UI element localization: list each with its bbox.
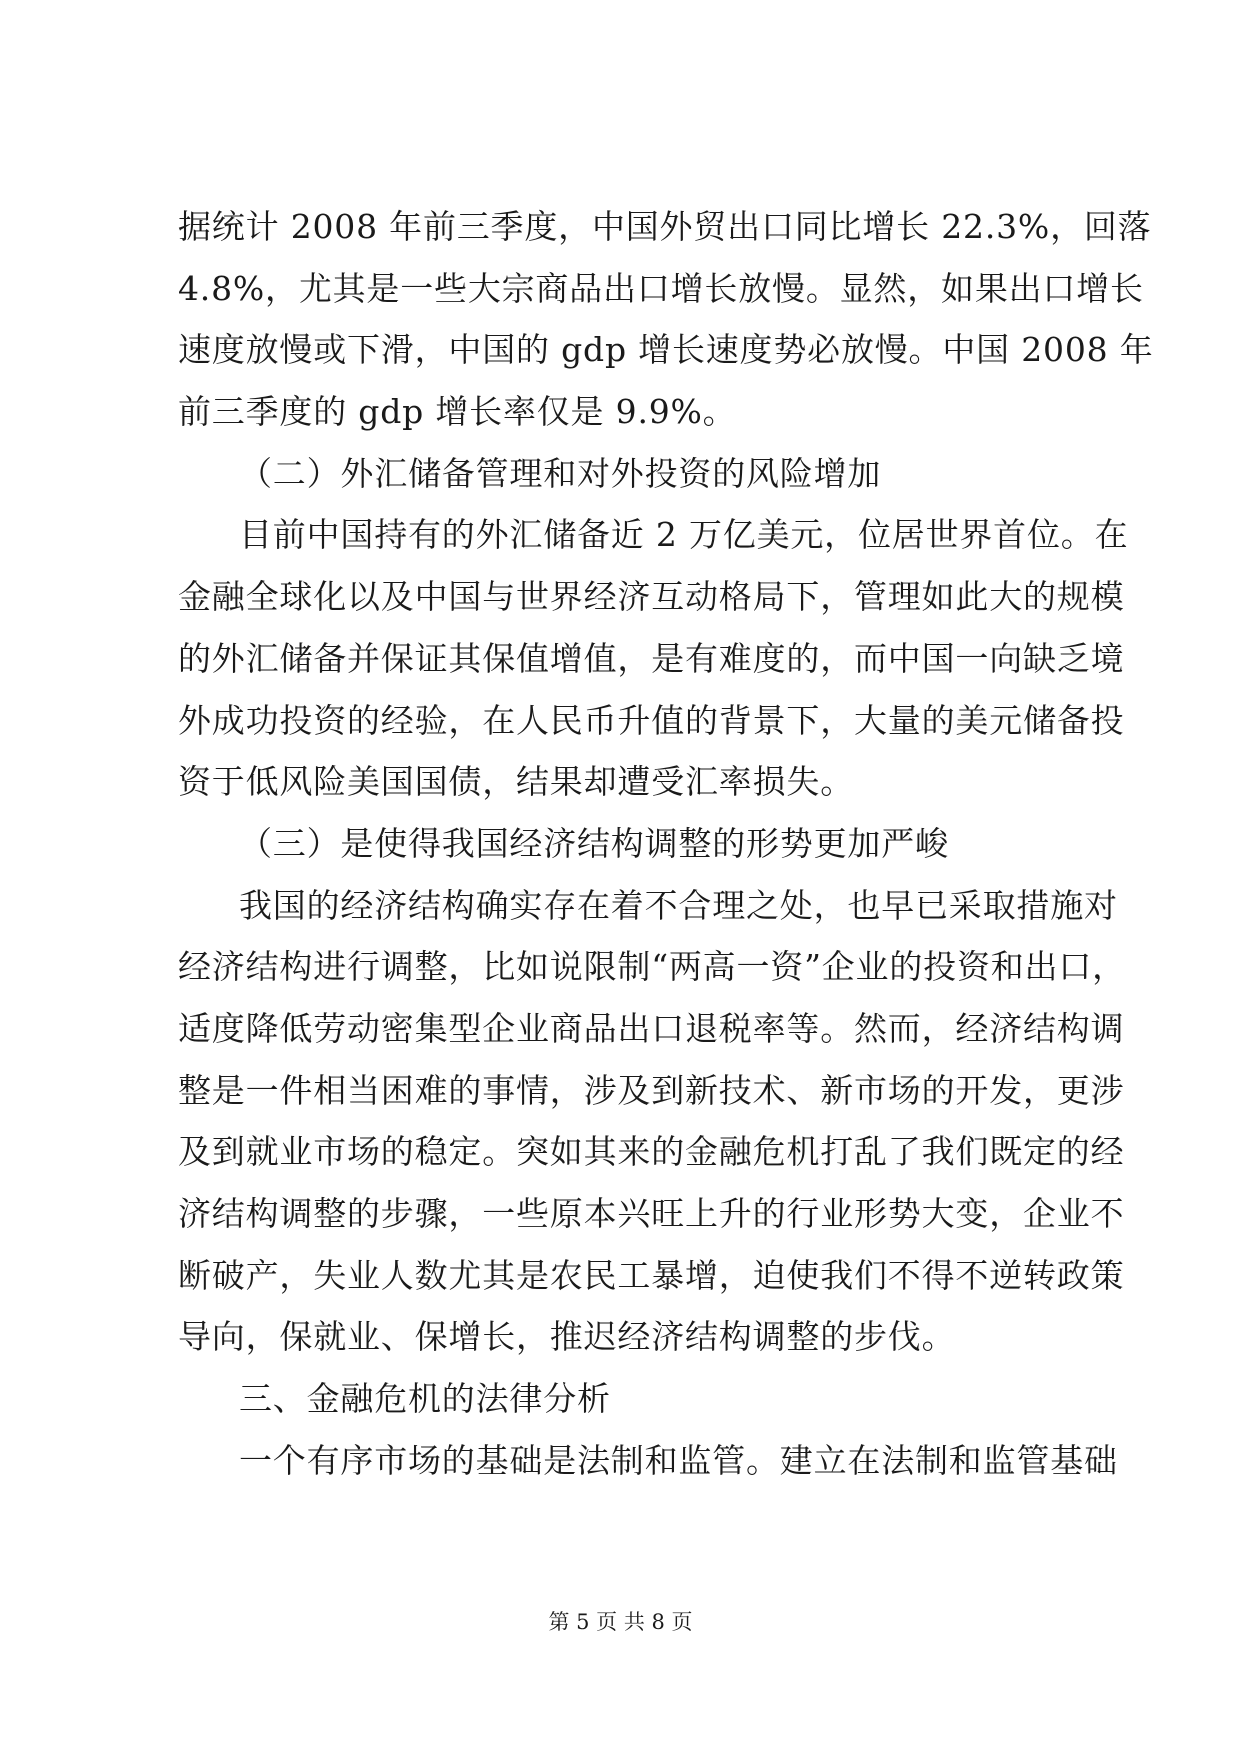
text-line: 适度降低劳动密集型企业商品出口退税率等。然而，经济结构调 <box>178 1008 1125 1048</box>
text-line: 4.8%，尤其是一些大宗商品出口增长放慢。显然，如果出口增长 <box>178 268 1144 308</box>
text-line: 经济结构进行调整，比如说限制“两高一资”企业的投资和出口， <box>178 947 1126 987</box>
text-line: 金融全球化以及中国与世界经济互动格局下，管理如此大的规模 <box>178 577 1125 617</box>
text-line: 的外汇储备并保证其保值增值，是有难度的，而中国一向缺乏境 <box>178 638 1125 678</box>
text-line: 整是一件相当困难的事情，涉及到新技术、新市场的开发，更涉 <box>178 1070 1125 1110</box>
text-line: 外成功投资的经验，在人民币升值的背景下，大量的美元储备投 <box>178 700 1125 740</box>
text-line: 我国的经济结构确实存在着不合理之处，也早已采取措施对 <box>239 885 1118 925</box>
text-line: 及到就业市场的稳定。突如其来的金融危机打乱了我们既定的经 <box>178 1132 1125 1172</box>
text-line: 济结构调整的步骤，一些原本兴旺上升的行业形势大变，企业不 <box>178 1194 1125 1233</box>
text-line: 据统计 2008 年前三季度，中国外贸出口同比增长 22.3%，回落 <box>178 207 1152 246</box>
body-text <box>178 196 1154 1491</box>
section-heading: （二）外汇储备管理和对外投资的风险增加 <box>239 453 882 493</box>
text-line: 资于低风险美国国债，结果却遭受汇率损失。 <box>178 762 854 802</box>
section-heading: 三、金融危机的法律分析 <box>239 1379 611 1419</box>
text-line: 前三季度的 gdp 增长率仅是 9.9%。 <box>178 392 737 432</box>
section-heading: （三）是使得我国经济结构调整的形势更加严峻 <box>239 823 949 863</box>
text-line: 目前中国持有的外汇储备近 2 万亿美元，位居世界首位。在 <box>239 515 1129 555</box>
text-line: 一个有序市场的基础是法制和监管。建立在法制和监管基础 <box>239 1440 1118 1480</box>
text-line: 导向，保就业、保增长，推迟经济结构调整的步伐。 <box>178 1317 956 1357</box>
page-footer: 第 5 页 共 8 页 <box>548 1610 693 1634</box>
text-line: 速度放慢或下滑，中国的 gdp 增长速度势必放慢。中国 2008 年 <box>178 330 1154 370</box>
text-line: 断破产，失业人数尤其是农民工暴增，迫使我们不得不逆转政策 <box>178 1255 1125 1295</box>
